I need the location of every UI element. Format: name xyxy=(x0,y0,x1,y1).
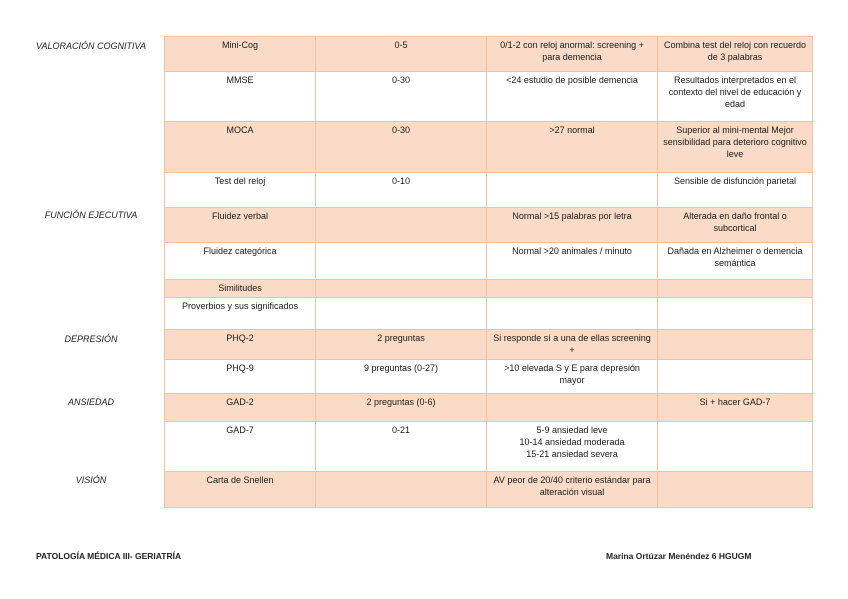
test-name: MMSE xyxy=(165,72,316,122)
test-range: 0-21 xyxy=(316,422,487,472)
table-row xyxy=(165,122,813,173)
category-executive: FUNCIÓN EJECUTIVA xyxy=(44,210,138,220)
test-notes: Dañada en Alzheimer o demencia semántica xyxy=(658,243,813,280)
table-row xyxy=(165,298,813,330)
table-row xyxy=(165,173,813,208)
table-row xyxy=(165,72,813,122)
footer-course-title: PATOLOGÍA MÉDICA III- GERIATRÍA xyxy=(36,551,182,561)
category-cognitive: VALORACIÓN COGNITIVA xyxy=(35,41,147,51)
assessment-table xyxy=(164,36,813,508)
test-range: 0-30 xyxy=(316,122,487,173)
test-cutoff: >10 elevada S y E para depresión mayor xyxy=(487,360,658,394)
test-range: 0-10 xyxy=(316,173,487,208)
table-row xyxy=(165,208,813,243)
table-row xyxy=(165,422,813,472)
test-notes: Si + hacer GAD-7 xyxy=(658,394,813,422)
test-notes xyxy=(658,422,813,472)
test-notes: Superior al mini-mental Mejor sensibilidad para deterioro cognitivo leve xyxy=(658,122,813,173)
test-range: 0-5 xyxy=(316,37,487,72)
test-cutoff xyxy=(487,173,658,208)
test-name: Similitudes xyxy=(165,280,316,298)
test-cutoff: Normal >20 animales / minuto xyxy=(487,243,658,280)
test-range: 0-30 xyxy=(316,72,487,122)
category-depression: DEPRESIÓN xyxy=(64,334,118,344)
test-name: Fluidez categórica xyxy=(165,243,316,280)
test-cutoff xyxy=(487,394,658,422)
test-range xyxy=(316,243,487,280)
table-row xyxy=(165,472,813,508)
test-name: Test del reloj xyxy=(165,173,316,208)
test-notes: Alterada en daño frontal o subcortical xyxy=(658,208,813,243)
test-notes xyxy=(658,280,813,298)
test-name: GAD-2 xyxy=(165,394,316,422)
test-cutoff: 0/1-2 con reloj anormal: screening + para demencia xyxy=(487,37,658,72)
table-row xyxy=(165,394,813,422)
test-name: MOCA xyxy=(165,122,316,173)
test-range: 2 preguntas (0-6) xyxy=(316,394,487,422)
test-notes xyxy=(658,298,813,330)
test-notes: Sensible de disfunción parietal xyxy=(658,173,813,208)
test-cutoff: Si responde sí a una de ellas screening + xyxy=(487,330,658,360)
test-cutoff: >27 normal xyxy=(487,122,658,173)
test-notes xyxy=(658,330,813,360)
test-range xyxy=(316,298,487,330)
category-vision: VISIÓN xyxy=(75,475,107,485)
table-row xyxy=(165,243,813,280)
test-name: PHQ-2 xyxy=(165,330,316,360)
test-notes xyxy=(658,472,813,508)
test-range xyxy=(316,472,487,508)
category-anxiety: ANSIEDAD xyxy=(67,397,114,407)
test-cutoff xyxy=(487,280,658,298)
test-cutoff: Normal >15 palabras por letra xyxy=(487,208,658,243)
test-name: GAD-7 xyxy=(165,422,316,472)
table-row xyxy=(165,330,813,360)
test-cutoff: AV peor de 20/40 criterio estándar para alteración visual xyxy=(487,472,658,508)
test-notes: Resultados interpretados en el contexto del nivel de educación y edad xyxy=(658,72,813,122)
test-range: 2 preguntas xyxy=(316,330,487,360)
test-cutoff xyxy=(487,298,658,330)
table-row xyxy=(165,360,813,394)
test-name: PHQ-9 xyxy=(165,360,316,394)
test-cutoff: <24 estudio de posible demencia xyxy=(487,72,658,122)
test-name: Mini-Cog xyxy=(165,37,316,72)
test-name: Carta de Snellen xyxy=(165,472,316,508)
test-notes xyxy=(658,360,813,394)
table-row xyxy=(165,280,813,298)
test-notes: Combina test del reloj con recuerdo de 3 palabras xyxy=(658,37,813,72)
footer-author: Marina Ortúzar Menéndez 6 HGUGM xyxy=(606,551,752,561)
test-range xyxy=(316,280,487,298)
test-range xyxy=(316,208,487,243)
test-cutoff: 5-9 ansiedad leve 10-14 ansiedad moderada 15-21 ansiedad severa xyxy=(487,422,658,472)
test-range: 9 preguntas (0-27) xyxy=(316,360,487,394)
test-name: Fluidez verbal xyxy=(165,208,316,243)
test-name: Proverbios y sus significados xyxy=(165,298,316,330)
table-row xyxy=(165,37,813,72)
